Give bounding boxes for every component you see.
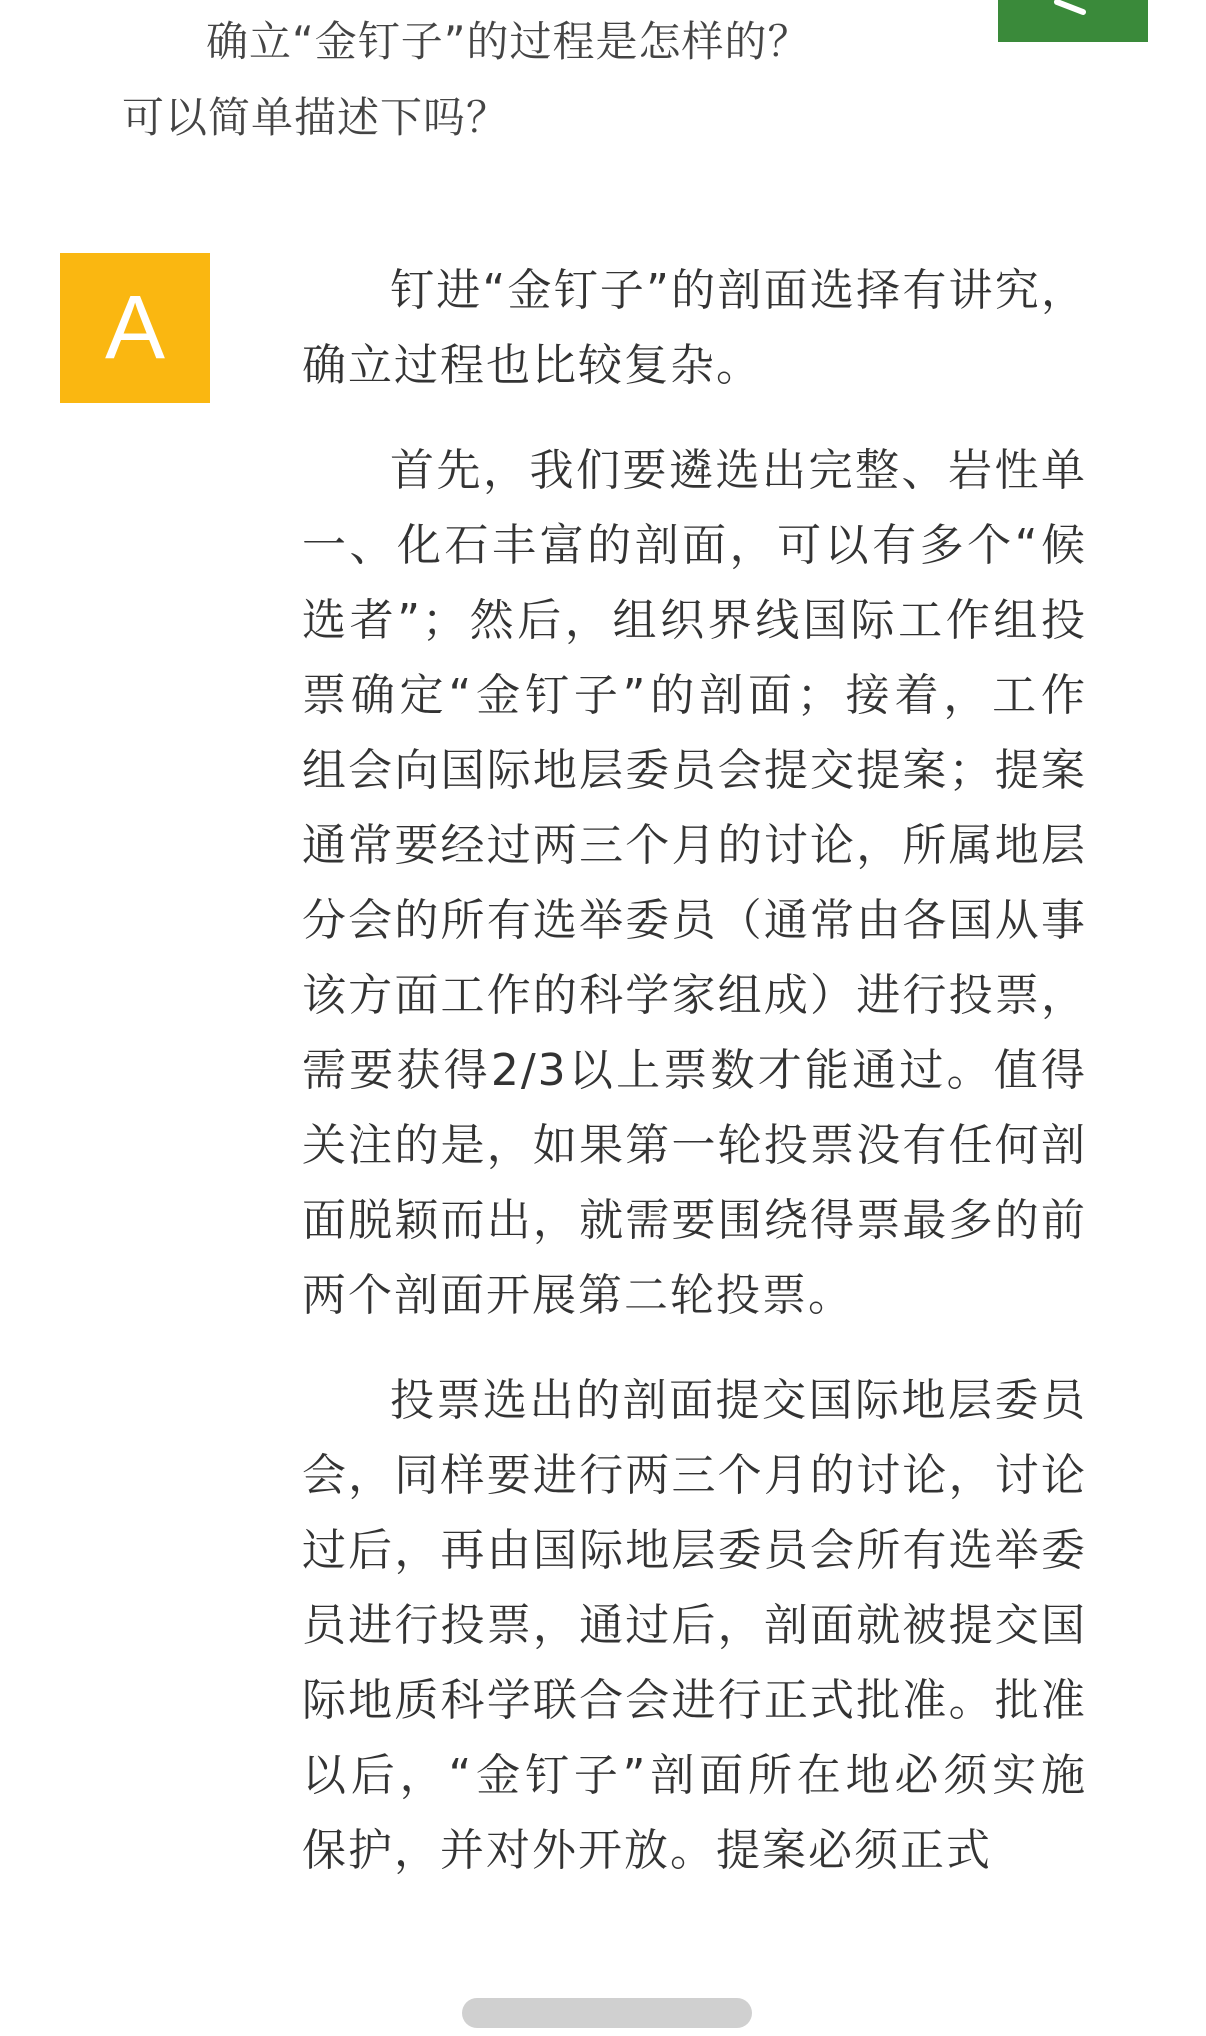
answer-paragraph-3: 投票选出的剖面提交国际地层委员会，同样要进行两三个月的讨论，讨论过后，再由国际地层委员会所有选举委员进行投票，通过后，剖面就被提交国际地质科学联合会进行正式批准。批准以后，“金钉子”剖面所在地必须实施保护，并对外开放。提案必须正式 — [302, 1375, 1087, 1876]
question-block — [122, 4, 902, 156]
question-line-1: 确立“金钉子”的过程是怎样的？ — [206, 17, 811, 66]
back-arrow-icon — [1053, 0, 1093, 42]
answer-block — [302, 253, 1087, 1888]
answer-paragraph-2: 首先，我们要遴选出完整、岩性单一、化石丰富的剖面，可以有多个“候选者”；然后，组织界线国际工作组投票确定“金钉子”的剖面；接着，工作组会向国际地层委员会提交提案；提案通常要经过两三个月的讨论，所属地层分会的所有选举委员（通常由各国从事该方面工作的科学家组成）进行投票，需要获得2/3以上票数才能通过。值得关注的是，如果第一轮投票没有任何剖面脱颖而出，就需要围绕得票最多的前两个剖面开展第二轮投票。 — [302, 445, 1087, 1321]
watermark-overlay — [462, 1998, 752, 2028]
answer-badge: A — [60, 253, 210, 403]
back-tab[interactable] — [998, 0, 1148, 42]
question-line-2: 可以简单描述下吗？ — [122, 93, 510, 142]
answer-paragraph-1: 钉进“金钉子”的剖面选择有讲究，确立过程也比较复杂。 — [302, 265, 1087, 391]
